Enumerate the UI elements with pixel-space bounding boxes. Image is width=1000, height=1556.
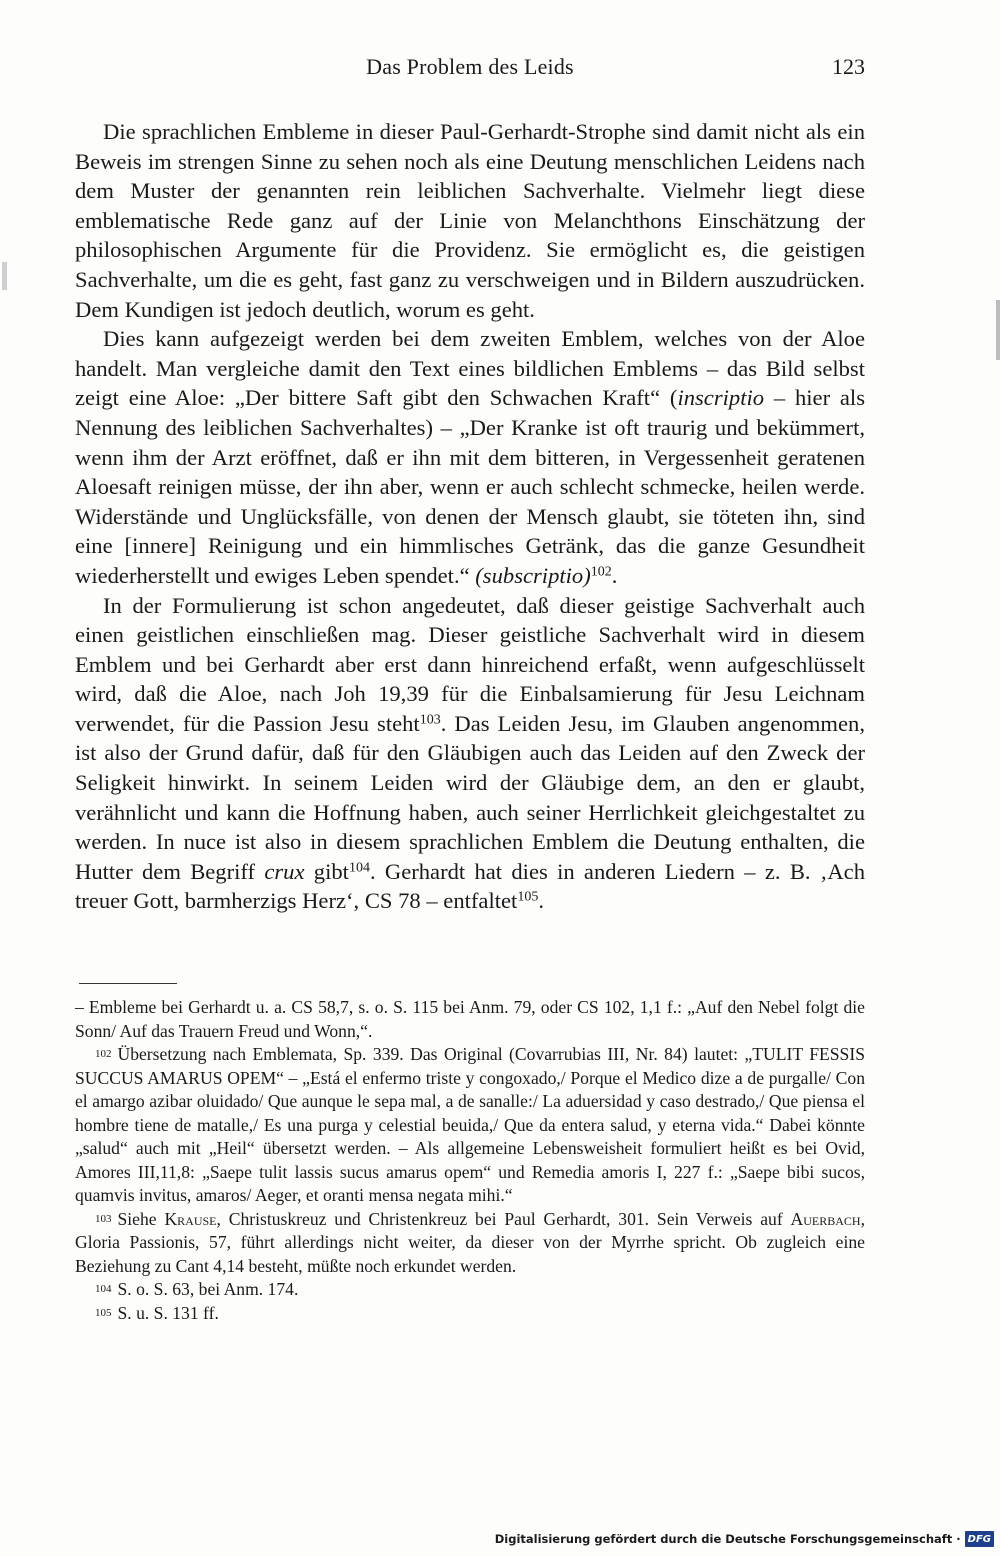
footnote-mark-103: 103 [95,1212,112,1225]
author-auerbach: Auerbach [790,1208,861,1229]
footnote-105 [75,1302,865,1326]
paragraph-3-text-b: . Das Leiden Jesu, im Glauben angenommen, ist also der Grund dafür, daß für den Gläubigen auch das Leiden auf den Zweck der Seligkeit hinwirkt. In seinem Leiden wird der Gläubige dem, an den er glaubt, verähnlicht und kann die Hoffnung haben, auch seiner Herrlichkeit gleichgestaltet zu werden. In nuce ist also in diesem sprachlichen Emblem die Deutung enthalten, die Hutter dem Begriff [75,710,865,884]
footnote-ref-102[interactable]: 102 [590,564,612,580]
footnote-102 [75,1043,865,1208]
footnote-mark-102: 102 [95,1048,112,1060]
running-title: Das Problem des Leids [366,54,574,79]
paragraph-3-end: . [538,888,544,914]
footnote-ref-104[interactable]: 104 [348,860,370,876]
footnote-ref-105[interactable]: 105 [517,889,539,905]
scan-edge-shadow [996,300,1000,360]
footnote-104-text: S. o. S. 63, bei Anm. 174. [117,1279,299,1299]
main-text [75,117,865,916]
term-crux: crux [264,858,305,884]
term-subscriptio: (subscriptio) [475,562,591,588]
digitization-credit [495,1528,994,1550]
page-header [75,54,865,90]
footnote-103 [75,1208,865,1279]
footnote-continuation: – Embleme bei Gerhardt u. a. CS 58,7, s. o. S. 115 bei Anm. 79, oder CS 102, 1,1 f.: „Auf den Nebel folgt die Sonn/ Auf das Trauern Freud und Wonn,“. [75,997,865,1041]
page-number: 123 [832,54,865,79]
term-inscriptio: inscriptio [677,385,765,411]
footnote-105-text: S. u. S. 131 ff. [117,1302,219,1323]
footnote-divider [79,983,177,984]
footnote-mark-104: 104 [95,1283,112,1295]
author-krause: Krause [164,1208,217,1229]
paragraph-1: Die sprachlichen Embleme in dieser Paul-Gerhardt-Strophe sind damit nicht als ein Beweis im strengen Sinne zu sehen noch als eine Deutung menschlichen Leidens nach dem Muster der genannten rein leiblichen Sachverhalte. Vielmehr liegt diese emblematische Rede ganz auf der Linie von Melanchthons Einschätzung der philosophischen Argumente für die Providenz. Sie ermöglicht es, die geistigen Sachverhalte, um die es geht, fast ganz zu verschweigen und in Bildern auszudrücken. Dem Kundigen ist jedoch deutlich, worum es geht. [75,119,865,322]
paragraph-2-text-a: Dies kann aufgezeigt werden bei dem zweiten Emblem, welches von der Aloe handelt. Man vergleiche damit den Text eines bildlichen Emblems – das Bild selbst zeigt eine Aloe: „Der bittere Saft gibt den Schwachen Kraft“ ( [75,326,865,411]
paragraph-3-text-a: In der Formulierung ist schon angedeutet, daß dieser geistige Sachverhalt auch einen geistlichen einschließen mag. Dieser geistliche Sachverhalt wird in diesem Emblem und bei Gerhardt aber erst dann hinreichend erfaßt, wenn aufgeschlüsselt wird, daß die Aloe, nach Joh 19,39 für die Einbalsamierung für Jesu Leichnam verwendet, für die Passion Jesu steht [75,592,865,736]
footnote-103-text-b: , Christuskreuz und Christenkreuz bei Paul Gerhardt, 301. Sein Verweis auf [216,1208,791,1229]
paragraph-2-text-b: – hier als Nennung des leiblichen Sachverhaltes) – „Der Kranke ist oft traurig und bekümmert, wenn ihm der Arzt eröffnet, daß er ihn mit dem bitteren, in Vergessenheit geratenen Aloesaft reinigen müsse, der ihn aber, wenn er auch schlecht schmecke, heilen werde. Widerstände und Unglücksfälle, von denen der Mensch glaubt, sie töteten ihn, sind eine [innere] Reinigung und ein himmlisches Getränk, das die ganze Gesundheit wiederherstellt und ewiges Leben spendet.“ [75,385,866,588]
paragraph-3 [75,591,865,917]
footnote-mark-105: 105 [95,1306,112,1319]
paragraph-2-end: . [611,562,618,588]
scan-margin-mark [2,262,7,290]
paragraph-3-text-d: . Gerhardt hat dies in anderen Liedern – z. B. ‚Ach treuer Gott, barmherzigs Herz‘, CS 78 – entfaltet [75,858,866,914]
footnotes [75,996,865,1325]
footnote-103-text-a: Siehe [117,1208,165,1229]
dfg-logo: DFG [965,1531,994,1547]
footnote-102-text: Übersetzung nach Emblemata, Sp. 339. Das Original (Covarrubias III, Nr. 84) lautet: „TULIT FESSIS SUCCUS AMARUS OPEM“ – „Está el enfermo triste y congoxado,/ Porque el Medico dize a de purgalle/ Con el amargo azibar oluidado/ Que aunque le sepa mal, a de sanalle:/ La aduersidad y caso destrado,/ Que piensa el hombre tiene de matalle,/ Es una purga y celestial beuida,/ Que da entera salud, y eterna vida.“ Dabei könnte „salud“ auch mit „Heil“ übersetzt werden. – Als allgemeine Lebensweisheit formuliert heißt es bei Ovid, Amores III,11,8: „Saepe tulit lassis sucus amarus opem“ und Remedia amoris I, 227 f.: „Saepe bibi sucos, quamvis invitus, amaros/ Aeger, et oranti mensa negata mihi.“ [75,1044,865,1205]
paragraph-2 [75,324,865,590]
paragraph-3-text-c: gibt [304,858,349,884]
credit-text: Digitalisierung gefördert durch die Deutsche Forschungsgemeinschaft · [494,1532,961,1546]
footnote-104 [75,1278,865,1302]
footnote-ref-103[interactable]: 103 [419,712,441,728]
footnote-103-text-c: , Gloria Passionis, 57, führt allerdings nicht weiter, da dieser von der Myrrhe spricht. Ob zugleich eine Beziehung zu Cant 4,14 besteht, müßte noch erkundet werden. [75,1208,865,1276]
